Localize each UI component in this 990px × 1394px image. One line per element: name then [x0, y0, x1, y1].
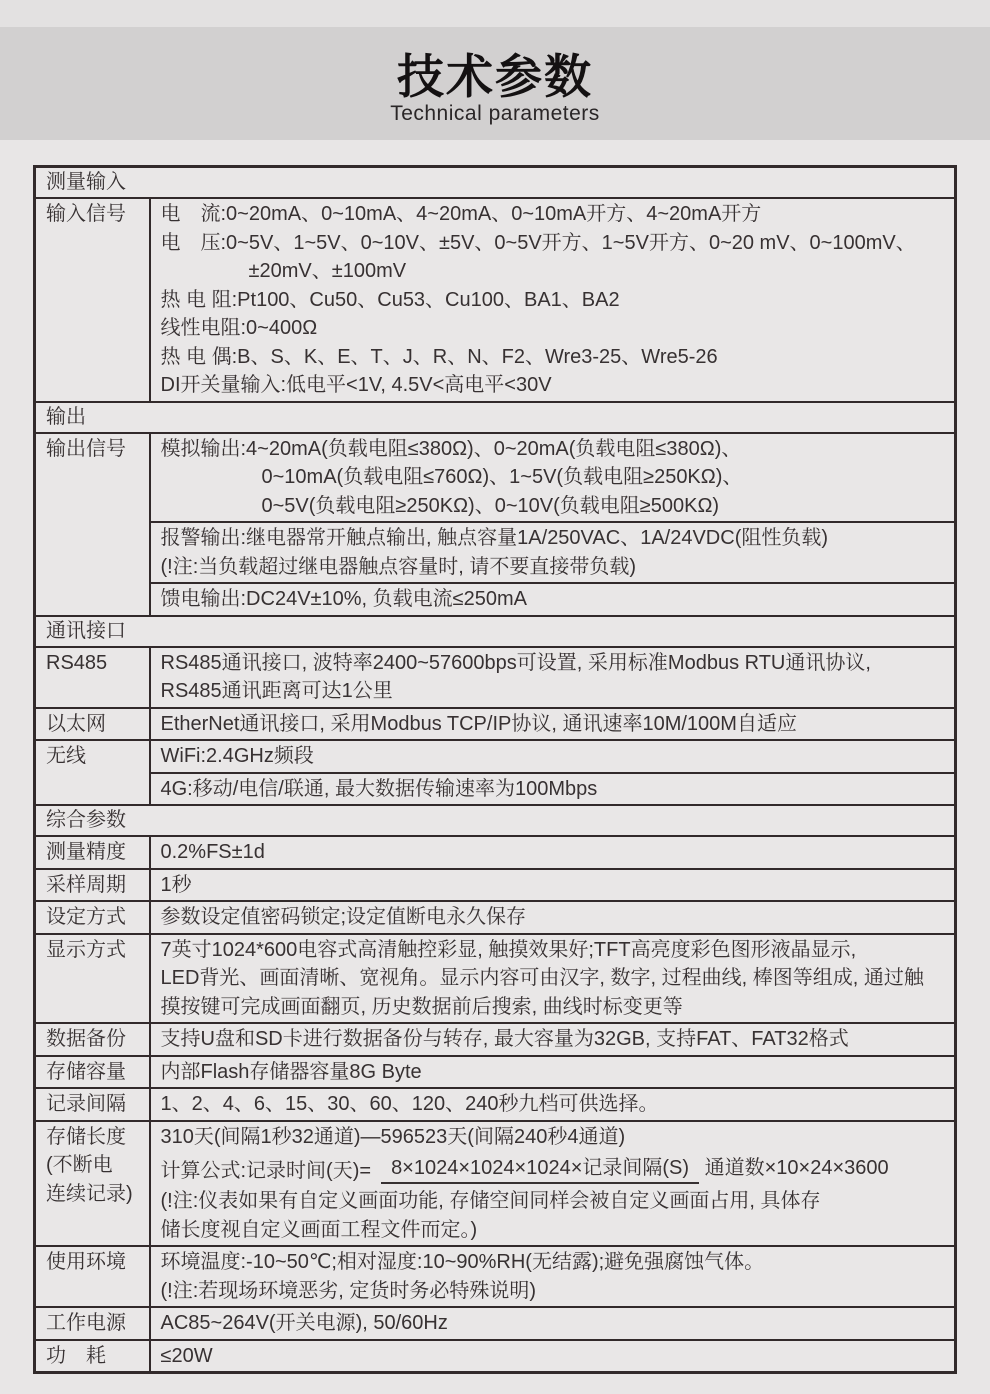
- text-line: 内部Flash存储器容量8G Byte: [160, 1060, 422, 1083]
- backup-value: [150, 1023, 956, 1056]
- label-text: 记录间隔: [46, 1093, 126, 1115]
- text-line: RS485通讯接口, 波特率2400~57600bps可设置, 采用标准Modbus RTU通讯协议,: [160, 651, 871, 674]
- label-text: 存储容量: [46, 1060, 126, 1083]
- text-line: 摸按键可完成画面翻页, 历史数据前后搜索, 曲线时标变更等: [160, 995, 683, 1018]
- text-line: 电 流:0~20mA、0~10mA、4~20mA、0~10mA开方、4~20mA开方: [160, 203, 762, 225]
- row-accuracy: [35, 836, 956, 869]
- text-line: 4G:移动/电信/联通, 最大数据传输速率为100Mbps: [160, 777, 598, 800]
- text-line: 参数设定值密码锁定;设定值断电永久保存: [160, 906, 527, 928]
- row-setting: [35, 901, 956, 934]
- output-analog-value: [150, 433, 956, 523]
- label-text: 工作电源: [46, 1312, 126, 1334]
- capacity-label: [35, 1056, 150, 1089]
- page-subtitle: Technical parameters: [390, 101, 600, 125]
- power-label: [35, 1307, 150, 1340]
- text-line: 电 压:0~5V、1~5V、0~10V、±5V、0~5V开方、1~5V开方、0~20 mV、0~100mV、: [160, 231, 916, 254]
- text-line: 模拟输出:4~20mA(负载电阻≤380Ω)、0~20mA(负载电阻≤380Ω)、: [160, 437, 742, 460]
- text-line: (!注:当负载超过继电器触点容量时, 请不要直接带负载): [160, 555, 637, 578]
- formula-numerator: 8×1024×1024×1024×记录间隔(S): [381, 1157, 699, 1184]
- label-text: 测量精度: [46, 841, 126, 863]
- text-line: 1、2、4、6、15、30、60、120、240秒九档可供选择。: [160, 1093, 659, 1115]
- input-signal-value: [150, 198, 956, 402]
- text-line: 310天(间隔1秒32通道)—596523天(间隔240秒4通道): [160, 1125, 626, 1148]
- row-consumption: [35, 1340, 956, 1373]
- top-strip: [0, 0, 990, 27]
- row-storage-length: [35, 1121, 956, 1247]
- label-text: 使用环境: [46, 1251, 126, 1273]
- text-line: DI开关量输入:低电平<1V, 4.5V<高电平<30V: [160, 374, 552, 396]
- section-row-measurement-input: [35, 167, 956, 199]
- page-title: 技术参数: [397, 50, 593, 104]
- row-output-signal-feed: [35, 583, 956, 616]
- display-label: [35, 934, 150, 1024]
- sampling-label: [35, 869, 150, 902]
- setting-label: [35, 901, 150, 934]
- text-line: 报警输出:继电器常开触点输出, 触点容量1A/250VAC、1A/24VDC(阻性负载): [160, 527, 829, 549]
- label-text: 无线: [46, 745, 86, 767]
- text-line: 线性电阻:0~400Ω: [160, 317, 318, 339]
- capacity-value: [150, 1056, 956, 1089]
- consumption-label: [35, 1340, 150, 1373]
- formula-fraction: [381, 1155, 889, 1182]
- input-signal-label: [35, 198, 150, 402]
- row-wireless-wifi: [35, 740, 956, 773]
- text-line: 0~5V(负载电阻≥250KΩ)、0~10V(负载电阻≥500KΩ): [261, 494, 720, 517]
- label-text: 设定方式: [46, 906, 126, 928]
- text-line: ±20mV、±100mV: [248, 260, 407, 282]
- accuracy-label: [35, 836, 150, 869]
- text-line: 支持U盘和SD卡进行数据备份与转存, 最大容量为32GB, 支持FAT、FAT32格式: [160, 1028, 849, 1050]
- section-row-comm: [35, 616, 956, 647]
- label-text: (不断电: [46, 1154, 113, 1176]
- section-row-output: [35, 402, 956, 433]
- backup-label: [35, 1023, 150, 1056]
- formula-denominator: 通道数×10×24×3600: [704, 1157, 889, 1179]
- interval-label: [35, 1088, 150, 1121]
- text-line: WiFi:2.4GHz频段: [160, 745, 314, 767]
- row-backup: [35, 1023, 956, 1056]
- row-ethernet: [35, 708, 956, 741]
- interval-value: [150, 1088, 956, 1121]
- row-rs485: [35, 647, 956, 708]
- environment-value: [150, 1246, 956, 1307]
- label-text: 连续记录): [46, 1182, 133, 1205]
- sampling-value: [150, 869, 956, 902]
- text-line: LED背光、画面清晰、宽视角。显示内容可由汉字, 数字, 过程曲线, 棒图等组成, 通过触: [160, 967, 924, 989]
- text-line: (!注:若现场环境恶劣, 定货时务必特殊说明): [160, 1279, 537, 1302]
- row-output-signal-alarm: [35, 522, 956, 583]
- row-wireless-4g: [35, 773, 956, 806]
- text-line: 热 电 偶:B、S、K、E、T、J、R、N、F2、Wre3-25、Wre5-26: [160, 345, 718, 368]
- formula-prefix: 计算公式:记录时间(天)=: [160, 1160, 372, 1182]
- text-line: RS485通讯距离可达1公里: [160, 680, 393, 702]
- text-line: ≤20W: [160, 1344, 213, 1367]
- text-line: AC85~264V(开关电源), 50/60Hz: [160, 1312, 448, 1334]
- row-display: [35, 934, 956, 1024]
- spec-table: [33, 165, 957, 1374]
- row-environment: [35, 1246, 956, 1307]
- wireless-4g-value: [150, 773, 956, 806]
- label-text: 显示方式: [46, 938, 126, 961]
- text-line: 0~10mA(负载电阻≤760Ω)、1~5V(负载电阻≥250KΩ)、: [261, 466, 743, 488]
- text-line: 环境温度:-10~50℃;相对湿度:10~90%RH(无结露);避免强腐蚀气体。: [160, 1251, 765, 1273]
- rs485-value: [150, 647, 956, 708]
- environment-label: [35, 1246, 150, 1307]
- row-interval: [35, 1088, 956, 1121]
- row-power: [35, 1307, 956, 1340]
- text-line: 热 电 阻:Pt100、Cu50、Cu53、Cu100、BA1、BA2: [160, 288, 620, 311]
- section-row-general: [35, 805, 956, 836]
- storage-length-value: [150, 1121, 956, 1247]
- row-capacity: [35, 1056, 956, 1089]
- section-header-output: 输出: [35, 402, 956, 433]
- power-value: [150, 1307, 956, 1340]
- display-value: [150, 934, 956, 1024]
- row-output-signal-analog: [35, 433, 956, 523]
- header-band: [0, 27, 990, 140]
- section-header-general: 综合参数: [35, 805, 956, 836]
- label-text: 数据备份: [46, 1028, 126, 1050]
- label-text: 采样周期: [46, 873, 126, 896]
- ethernet-value: [150, 708, 956, 741]
- row-input-signal: [35, 198, 956, 402]
- rs485-label: [35, 647, 150, 708]
- label-text: 存储长度: [46, 1125, 126, 1148]
- wireless-wifi-value: [150, 740, 956, 773]
- section-header-comm: 通讯接口: [35, 616, 956, 647]
- label-text: 输入信号: [46, 203, 126, 225]
- text-line: 馈电输出:DC24V±10%, 负载电流≤250mA: [160, 588, 527, 610]
- label-text: 输出信号: [46, 437, 126, 460]
- output-signal-label: [35, 433, 150, 616]
- text-line: 7英寸1024*600电容式高清触控彩显, 触摸效果好;TFT高亮度彩色图形液晶显示,: [160, 938, 857, 961]
- section-header-measurement-input: 测量输入: [35, 167, 956, 199]
- output-alarm-value: [150, 522, 956, 583]
- label-text: 以太网: [46, 712, 106, 735]
- accuracy-value: [150, 836, 956, 869]
- storage-length-label: [35, 1121, 150, 1247]
- text-line: (!注:仪表如果有自定义画面功能, 存储空间同样会被自定义画面占用, 具体存: [160, 1190, 821, 1212]
- label-text: RS485: [46, 651, 108, 674]
- setting-value: [150, 901, 956, 934]
- text-line: 1秒: [160, 873, 192, 896]
- row-sampling: [35, 869, 956, 902]
- ethernet-label: [35, 708, 150, 741]
- wireless-label: [35, 740, 150, 805]
- label-text: 功 耗: [46, 1344, 106, 1367]
- text-line: 0.2%FS±1d: [160, 841, 265, 863]
- text-line: EtherNet通讯接口, 采用Modbus TCP/IP协议, 通讯速率10M/100M自适应: [160, 712, 797, 735]
- output-feed-value: [150, 583, 956, 616]
- record-time-formula: [161, 1154, 947, 1183]
- text-line: 储长度视自定义画面工程文件而定。): [160, 1218, 478, 1241]
- consumption-value: [150, 1340, 956, 1373]
